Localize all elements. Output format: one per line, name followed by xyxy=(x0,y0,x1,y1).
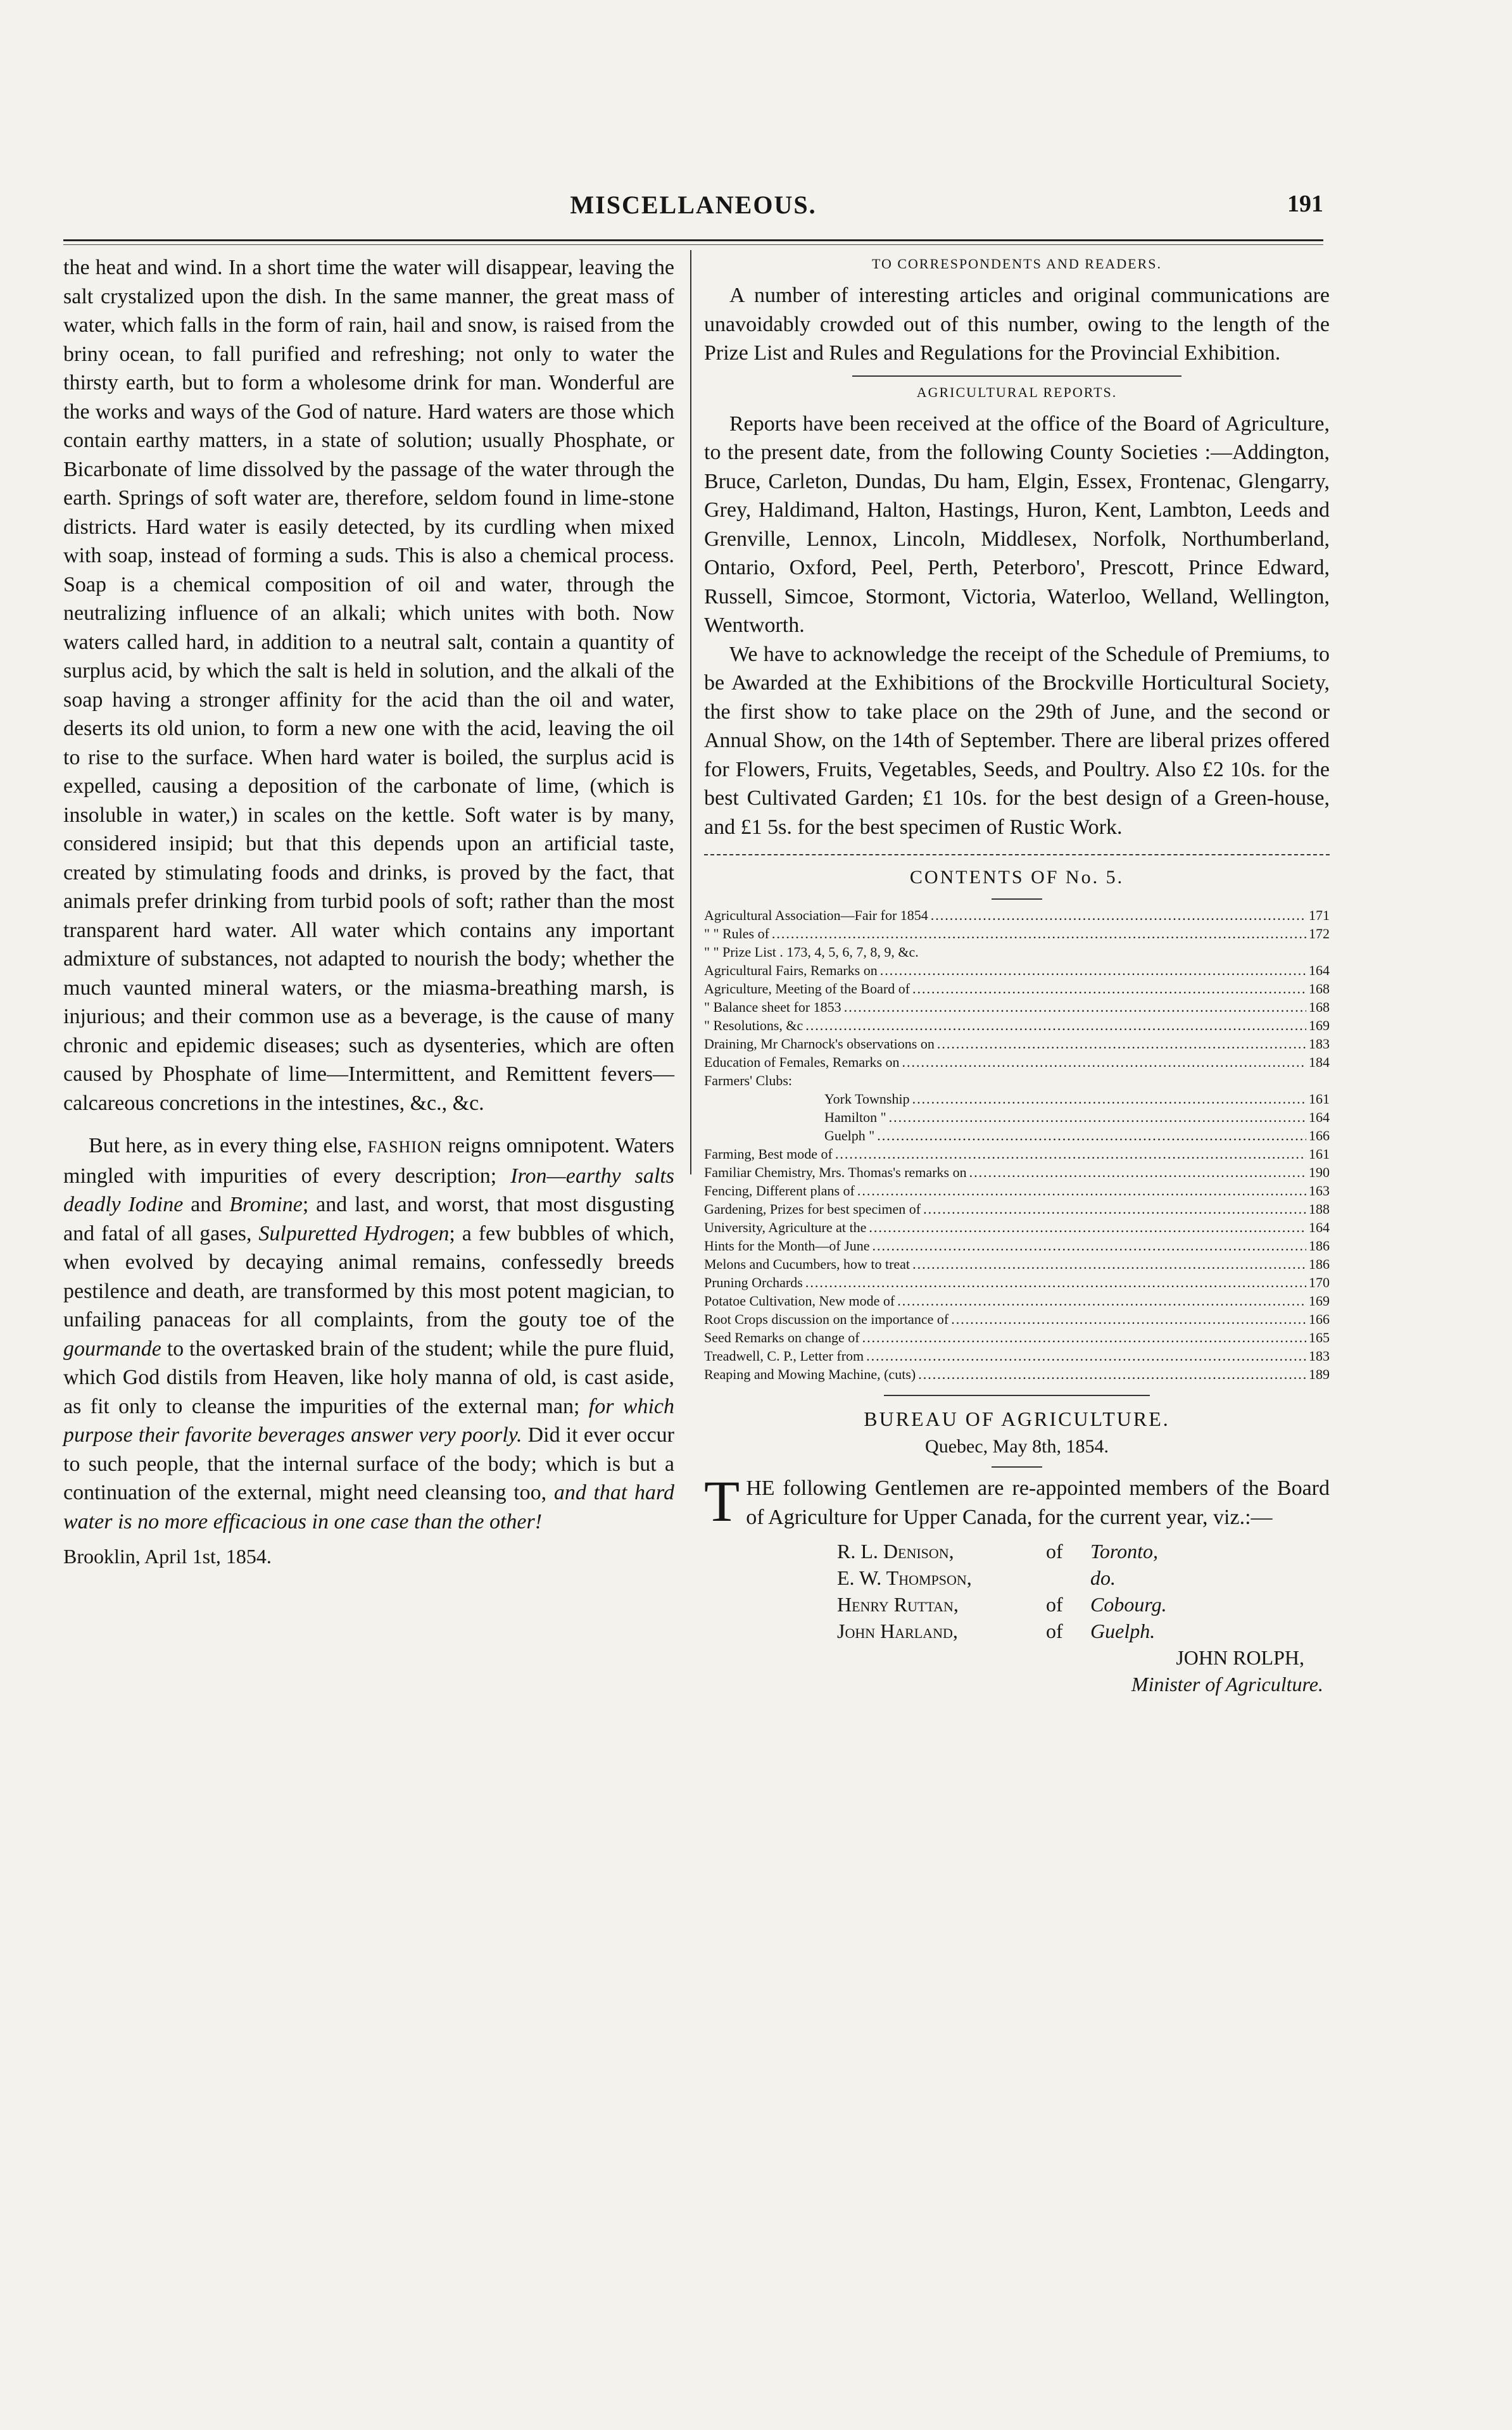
drop-cap: T xyxy=(704,1469,740,1533)
toc-page: 163 xyxy=(1309,1183,1330,1199)
text-run: ; a few bubbles of which, when evolved by decaying animal remains, confessedly breeds pestilence and death, are transformed by this most potent magician, to unfailing panaceas for all complaints, from the gouty toe of the xyxy=(63,1221,675,1331)
toc-label: Familiar Chemistry, Mrs. Thomas's remarks on xyxy=(704,1164,967,1180)
toc-leader xyxy=(912,1090,1306,1108)
toc-entry xyxy=(704,1071,1330,1090)
toc-leader xyxy=(835,1145,1306,1163)
toc-leader xyxy=(844,998,1306,1016)
reports-heading: AGRICULTURAL REPORTS. xyxy=(916,384,1118,400)
toc-leader xyxy=(889,1108,1306,1126)
toc-entry xyxy=(704,1163,1330,1181)
signoff-dateline: Brooklin, April 1st, 1854. xyxy=(63,1545,272,1568)
member-name: R. L. Denison, xyxy=(837,1540,954,1563)
toc-label: " Balance sheet for 1853 xyxy=(704,999,841,1015)
toc-label: Gardening, Prizes for best specimen of xyxy=(704,1201,921,1217)
header-rule xyxy=(63,239,1323,241)
toc-label: Fencing, Different plans of xyxy=(704,1183,855,1199)
contents-list xyxy=(704,906,1330,1383)
correspondents-paragraph: A number of interesting articles and original communications are unavoidably crowded out of this number, owing to the length of the Prize List and Rules and Regulations for the Provincial Exhibition. xyxy=(704,284,1330,365)
toc-page: 183 xyxy=(1309,1036,1330,1052)
toc-label: Reaping and Mowing Machine, (cuts) xyxy=(704,1366,916,1382)
toc-page: 165 xyxy=(1309,1330,1330,1345)
toc-leader xyxy=(951,1310,1306,1328)
toc-entry xyxy=(704,1035,1330,1053)
toc-leader xyxy=(866,1347,1306,1365)
toc-page: 189 xyxy=(1309,1366,1330,1382)
toc-label: Hamilton " xyxy=(824,1109,886,1125)
toc-page: 169 xyxy=(1309,1017,1330,1033)
toc-page: 190 xyxy=(1309,1164,1330,1180)
contents-title: CONTENTS OF No. 5. xyxy=(909,867,1125,888)
toc-entry xyxy=(704,979,1330,998)
toc-page: 161 xyxy=(1309,1146,1330,1162)
contents-rule xyxy=(992,898,1042,900)
toc-page: 188 xyxy=(1309,1201,1330,1217)
member-row xyxy=(837,1564,1330,1591)
running-head: MISCELLANEOUS. xyxy=(570,191,817,219)
toc-leader xyxy=(912,979,1306,998)
emphasis-fashion: FASHION xyxy=(367,1138,443,1156)
toc-label: Pruning Orchards xyxy=(704,1275,803,1290)
toc-entry xyxy=(704,1365,1330,1383)
premiums-paragraph: We have to acknowledge the receipt of the Schedule of Premiums, to be Awarded at the Exhibitions of the Brockville Horticultural Society, the first show to take place on the 29th of June, and the second or Annual Show, on the 14th of September. There are liberal prizes offered for Flowers, Fruits, Vegetables, Seeds, and Poultry. Also £2 10s. for the best Cultivated Garden; £1 10s. for the best design of a Green-house, and £1 5s. for the best specimen of Rustic Work. xyxy=(704,642,1330,839)
toc-entry xyxy=(704,1108,1330,1126)
toc-leader xyxy=(873,1237,1306,1255)
text-run: to the overtasked brain of the student; while the pure fluid, which God distils from Heaven, like holy manna of old, is cast aside, as fit only to cleanse the impurities of the external man; xyxy=(63,1337,674,1418)
text-run: But here, as in every thing else, xyxy=(89,1134,368,1157)
signature-name: JOHN ROLPH, xyxy=(1176,1646,1304,1669)
toc-page: 168 xyxy=(1309,999,1330,1015)
toc-leader xyxy=(969,1163,1306,1181)
member-place: do. xyxy=(1090,1566,1116,1589)
toc-page: 172 xyxy=(1309,926,1330,941)
toc-leader xyxy=(923,1200,1306,1218)
italic-run: for which purpose their favorite beverages answer very poorly. xyxy=(63,1394,674,1447)
toc-page: 184 xyxy=(1309,1054,1330,1070)
reports-paragraph: Reports have been received at the office of the Board of Agriculture, to the present date, from the following County Societies :—Addington, Bruce, Carleton, Dundas, Du ham, Elgin, Essex, Frontenac, Glengarry, Grey, Haldimand, Halton, Hastings, Huron, Kent, Lambton, Leeds and Grenville, Lennox, Lincoln, Middlesex, Norfolk, Northumberland, Ontario, Oxford, Peel, Perth, Peterboro', Prescott, Prince Edward, Russell, Simcoe, Stormont, Victoria, Waterloo, Welland, Wellington, Wentworth. xyxy=(704,412,1330,637)
italic-run: Bromine xyxy=(229,1193,303,1216)
member-of: of xyxy=(1046,1540,1063,1563)
member-row xyxy=(837,1538,1330,1564)
toc-page: 171 xyxy=(1309,907,1330,923)
toc-entry xyxy=(704,1347,1330,1365)
bureau-title: BUREAU OF AGRICULTURE. xyxy=(864,1407,1170,1430)
toc-leader xyxy=(805,1273,1306,1292)
toc-page: 161 xyxy=(1309,1091,1330,1107)
italic-run: and that hard water is no more efficacious in one case than the other! xyxy=(63,1481,674,1533)
member-name: E. W. Thompson, xyxy=(837,1566,972,1589)
member-name: Henry Ruttan, xyxy=(837,1593,959,1616)
toc-page: 164 xyxy=(1309,962,1330,978)
toc-label: Farming, Best mode of xyxy=(704,1146,833,1162)
member-of xyxy=(1046,1564,1090,1591)
bureau-text: HE following Gentlemen are re-appointed members of the Board of Agriculture for Upper Canada, for the current year, viz.:— xyxy=(746,1476,1330,1529)
toc-label: " Resolutions, &c xyxy=(704,1017,803,1033)
toc-page: 170 xyxy=(1309,1275,1330,1290)
italic-run: Sulpuretted Hydrogen xyxy=(258,1221,450,1245)
toc-label: Potatoe Cultivation, New mode of xyxy=(704,1293,895,1309)
toc-label: Melons and Cucumbers, how to treat xyxy=(704,1256,910,1272)
toc-label: Hints for the Month—of June xyxy=(704,1238,870,1254)
toc-page: 186 xyxy=(1309,1238,1330,1254)
member-place: Toronto, xyxy=(1090,1540,1159,1563)
toc-label: " " Prize List . 173, 4, 5, 6, 7, 8, 9, &c. xyxy=(704,944,919,960)
toc-label: Agriculture, Meeting of the Board of xyxy=(704,981,910,997)
toc-label: Agricultural Association—Fair for 1854 xyxy=(704,907,928,923)
text-run: and xyxy=(183,1193,230,1216)
toc-entry xyxy=(704,1218,1330,1237)
toc-leader xyxy=(862,1328,1306,1347)
article-paragraph-2 xyxy=(63,1131,674,1536)
toc-page: 166 xyxy=(1309,1311,1330,1327)
toc-entry xyxy=(704,1237,1330,1255)
toc-entry xyxy=(704,961,1330,979)
text-run: reigns omnipotent. Waters mingled with impurities of every description; xyxy=(63,1134,675,1188)
bureau-paragraph xyxy=(704,1469,1330,1533)
toc-leader xyxy=(772,924,1306,943)
toc-entry xyxy=(704,1181,1330,1200)
toc-page: 169 xyxy=(1309,1293,1330,1309)
toc-page: 183 xyxy=(1309,1348,1330,1364)
toc-label: " " Rules of xyxy=(704,926,769,941)
text-run: ; and last, and worst, that most disgusting and fatal of all gases, xyxy=(63,1193,674,1245)
toc-leader xyxy=(857,1181,1306,1200)
bureau-dateline: Quebec, May 8th, 1854. xyxy=(925,1436,1109,1457)
toc-entry xyxy=(704,924,1330,943)
toc-entry xyxy=(704,1200,1330,1218)
toc-leader xyxy=(897,1292,1306,1310)
toc-page: 164 xyxy=(1309,1109,1330,1125)
toc-entry xyxy=(704,1090,1330,1108)
toc-label: Treadwell, C. P., Letter from xyxy=(704,1348,864,1364)
toc-page: 164 xyxy=(1309,1219,1330,1235)
page-number: 191 xyxy=(1287,191,1323,217)
toc-label: Root Crops discussion on the importance of xyxy=(704,1311,949,1327)
toc-entry xyxy=(704,1328,1330,1347)
member-place: Guelph. xyxy=(1090,1620,1156,1642)
toc-leader xyxy=(931,906,1306,924)
toc-entry xyxy=(704,1255,1330,1273)
toc-label: Seed Remarks on change of xyxy=(704,1330,860,1345)
toc-leader xyxy=(869,1218,1306,1237)
signature-title: Minister of Agriculture. xyxy=(1131,1673,1323,1696)
toc-leader xyxy=(805,1016,1306,1035)
italic-run: Iron—earthy salts deadly Iodine xyxy=(63,1164,674,1216)
column-divider xyxy=(690,250,691,1174)
toc-label: Farmers' Clubs: xyxy=(704,1073,793,1088)
toc-entry xyxy=(704,906,1330,924)
section-rule xyxy=(852,375,1181,377)
toc-leader xyxy=(902,1053,1306,1071)
bureau-rule xyxy=(992,1466,1042,1468)
toc-entry xyxy=(704,1145,1330,1163)
toc-label: Guelph " xyxy=(824,1128,875,1143)
member-row xyxy=(837,1591,1330,1618)
correspondents-heading: TO CORRESPONDENTS AND READERS. xyxy=(871,256,1162,272)
member-of: of xyxy=(1046,1620,1063,1642)
member-row xyxy=(837,1618,1330,1644)
member-of: of xyxy=(1046,1593,1063,1616)
toc-leader xyxy=(918,1365,1306,1383)
toc-leader xyxy=(880,961,1306,979)
toc-leader xyxy=(877,1126,1306,1145)
text-run: Did it ever occur to such people, that the internal surface of the body; which is but a continuation of the external, might need cleansing too, xyxy=(63,1423,674,1504)
toc-label: University, Agriculture at the xyxy=(704,1219,867,1235)
toc-page: 168 xyxy=(1309,981,1330,997)
toc-label: Education of Females, Remarks on xyxy=(704,1054,900,1070)
toc-entry xyxy=(704,1053,1330,1071)
page-header xyxy=(63,190,1323,234)
member-place: Cobourg. xyxy=(1090,1593,1167,1616)
toc-label: York Township xyxy=(824,1091,910,1107)
toc-entry xyxy=(704,998,1330,1016)
toc-entry xyxy=(704,943,1330,961)
member-name: John Harland, xyxy=(837,1620,958,1642)
section-rule-2 xyxy=(884,1395,1150,1396)
toc-label: Draining, Mr Charnock's observations on xyxy=(704,1036,935,1052)
toc-entry xyxy=(704,1273,1330,1292)
toc-page: 166 xyxy=(1309,1128,1330,1143)
toc-page: 186 xyxy=(1309,1256,1330,1272)
toc-entry xyxy=(704,1292,1330,1310)
members-list xyxy=(704,1538,1330,1644)
dashed-rule xyxy=(704,854,1330,855)
toc-leader xyxy=(912,1255,1306,1273)
toc-entry xyxy=(704,1126,1330,1145)
left-column xyxy=(63,253,674,1568)
header-rule-thin xyxy=(63,244,1323,245)
toc-leader xyxy=(937,1035,1306,1053)
toc-entry xyxy=(704,1016,1330,1035)
article-paragraph-1: the heat and wind. In a short time the water will disappear, leaving the salt crystalized upon the dish. In the same manner, the great mass of water, which falls in the form of rain, hail and snow, is raised from the briny ocean, to fall purified and refreshing; not only to water the thirsty earth, but to form a wholesome drink for man. Wonderful are the works and ways of the God of nature. Hard waters are those which contain earthy matters, in a state of solution; usually Phosphate, or Bicarbonate of lime dissolved by the passage of the water through the earth. Springs of soft water are, therefore, seldom found in lime-stone districts. Hard water is easily detected, by its curdling when mixed with soap, instead of forming a suds. This is also a chemical process. Soap is a chemical composition of oil and water, through the neutralizing influence of an alkali; which unites with both. Now waters called hard, in addition to a neutral salt, contain a quantity of surplus acid, by which the salt is held in solution, and the alkali of the soap having a stronger affinity for the acid than the oil and water, deserts its old union, to form a new one with the acid, leaving the oil to rise to the surface. When hard water is boiled, the surplus acid is expelled, causing a deposition of the carbonate of lime, (which is insoluble in water,) in scales on the kettle. Soft water is by many, considered insipid; but that this depends upon an artificial taste, created by stimulating foods and drinks, is proved by the fact, that animals prefer drinking from turbid pools of soft; rather than the most transparent hard water. All water which contains any important admixture of substances, not adapted to nourish the body; whether the much vaunted mineral waters, or the miasma-breathing marsh, is injurious; and their common use as a beverage, is the cause of many chronic and epidemic diseases; such as dysenteries, which are often caused by Phosphate of lime—Intermittent, and Remittent fevers—calcareous concretions in the intestines, &c., &c. xyxy=(63,256,674,1115)
italic-run: gourmande xyxy=(63,1337,161,1361)
right-column xyxy=(704,253,1330,1697)
toc-entry xyxy=(704,1310,1330,1328)
toc-label: Agricultural Fairs, Remarks on xyxy=(704,962,878,978)
